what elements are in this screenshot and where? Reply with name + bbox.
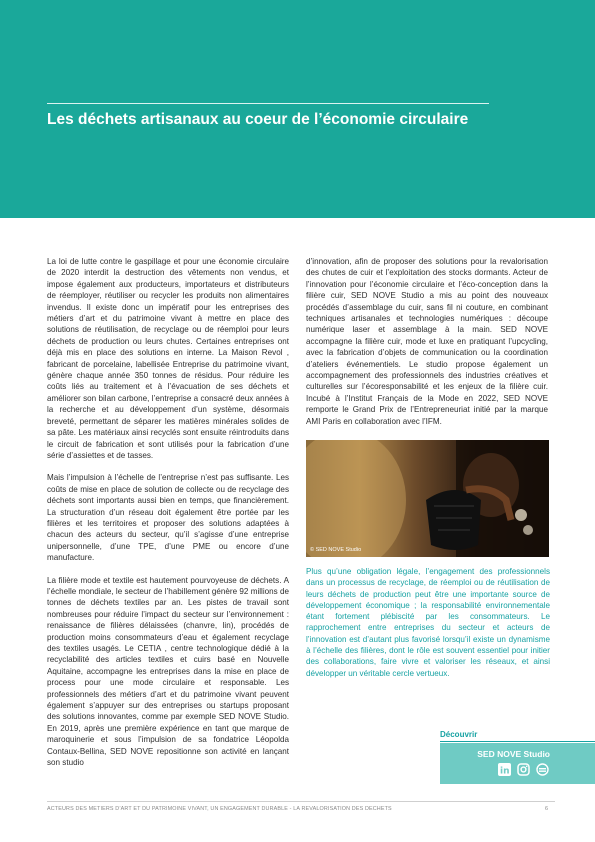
svg-text:in: in	[499, 766, 509, 776]
discover-label: Découvrir	[440, 730, 478, 739]
left-column	[47, 256, 289, 779]
header-banner	[0, 0, 595, 218]
paragraph: La loi de lutte contre le gaspillage et pour une économie circulaire de 2020 interdit la destruction des vêtements non vendus, et impose également aux producteurs, importateurs et distributeurs de réemployer, réutiliser ou recycler les produits non alimentaires invendus. Il existe donc un impératif pour les entreprises des métiers d’art et du patrimoine vivant à mettre en place des solutions de réutilisation, de recyclage ou de réemploi pour leurs déchets de production ou leurs chutes. Certaines entreprises ont déjà mis en place des solutions en interne. La Maison Revol , fabricant de porcelaine, labellisée Entreprise du patrimoine vivant, génère chaque année 350 tonnes de résidus. Pour réduire les coûts liés au traitement et à l’évacuation de ses déchets et améliorer son bilan carbone, l’entreprise a consacré deux années à la recherche et au développement d’un système, désormais breveté, permettant de séparer les matières minérales solides de sa pâte. Les matériaux ainsi recyclés sont ensuite réintroduits dans le circuit de fabrication et sont utilisés pour la fabrication d’une série d’assiettes et de tasses.	[47, 257, 289, 460]
leather-bag-photo	[306, 440, 549, 557]
header-rule	[47, 103, 489, 104]
photo-credit: © SED NOVE Studio	[310, 547, 362, 553]
page-title: Les déchets artisanaux au coeur de l’économie circulaire	[47, 111, 469, 128]
website-icon[interactable]	[535, 762, 549, 776]
footer-text: ACTEURS DES METIERS D’ART ET DU PATRIMOINE VIVANT, UN ENGAGEMENT DURABLE - LA REVALORISATION DES DECHETS	[47, 806, 392, 812]
right-column	[306, 256, 548, 438]
page-number: 6	[545, 806, 548, 812]
highlight-quote: Plus qu’une obligation légale, l’engagement des professionnels dans un processus de recyclage, de réemploi ou de réutilisation de leurs déchets de production peut être une importante source de développement économique ; la responsabilité environnementale étant fortement plébiscité par les consommateurs. Le rapprochement entre entreprises du secteur et acteurs de l’innovation est d’autant plus favorisé lorsqu’il existe un dynamisme à l’échelle des filières, dont le rôle est souvent essentiel pour initier des collaborations, faire vivre et valoriser les réseaux, et ainsi développer un véritable cercle vertueux.	[306, 567, 550, 678]
footer-rule	[47, 801, 555, 802]
paragraph: Mais l’impulsion à l’échelle de l’entreprise n’est pas suffisante. Les coûts de mise en place de solution de collecte ou de recyclage des déchets sont importants aussi bien en temps, que financièrement. La structuration d’un réseau doit également être portée par les filières et les territoires et proposer des solutions adaptées à chacun des acteurs du secteur, qu’il s’agisse d’une entreprise unipersonnelle, d’une TPE, d’une PME ou encore d’une manufacture.	[47, 473, 289, 563]
discover-brand: SED NOVE Studio	[477, 749, 550, 759]
photo-illustration	[306, 440, 549, 557]
instagram-icon[interactable]	[516, 762, 530, 776]
paragraph: La filière mode et textile est hautement pourvoyeuse de déchets. A l’échelle mondiale, le secteur de l’habillement génère 92 millions de tonnes de déchets textiles par an. Les pistes de travail sont nombreuses pour réduire l’impact du secteur sur l’environnement : renaissance de filières délaissées (chanvre, lin), procédés de production moins consommateurs d’eau et également recyclage des textiles usagés. Le CETIA , centre technologique dédié à la recyclabilité des articles textiles et cuirs basé en Nouvelle Aquitaine, accompagne les entreprises dans la mise en place de process pour une mode circulaire et responsable. Les professionnels des métiers d’art et du patrimoine vivant peuvent également s’appuyer sur des entreprises ou startups proposant des solutions innovantes, comme par exemple SED NOVE Studio. En 2019, après une première expérience en tant que marque de maroquinerie et sous l’impulsion de sa fondatrice Léopolda Contaux-Bellina, SED NOVE repositionne son activité en lançant son studio	[47, 575, 289, 768]
discover-box	[440, 743, 595, 784]
linkedin-icon[interactable]	[497, 762, 511, 776]
paragraph: d’innovation, afin de proposer des solutions pour la revalorisation des chutes de cuir et l’exploitation des stocks dormants. Acteur de l’innovation pour l’économie circulaire et l’éco-conception dans la filière cuir, SED NOVE Studio a mis au point des nouveaux procédés d’assemblage du cuir, sans fil ni couture, en combinant techniques artisanales et technologies numériques : découpe numérique laser et assemblage à la main. SED NOVE accompagne la filière cuir, mode et luxe en pratiquant l’upcycling, avec la fabrication d’objets de communication ou la coordination d’ateliers événementiels. Le studio propose également un accompagnement des professionnels des industries créatives et culturelles sur l’écoresponsabilité et les enjeux de la filière cuir. Incubé à l’Institut Français de la Mode en 2022, SED NOVE remporte le Grand Prix de l’Entrepreneuriat initié par la marque AMI Paris en collaboration avec l’IFM.	[306, 257, 548, 426]
discover-rule	[440, 741, 595, 742]
